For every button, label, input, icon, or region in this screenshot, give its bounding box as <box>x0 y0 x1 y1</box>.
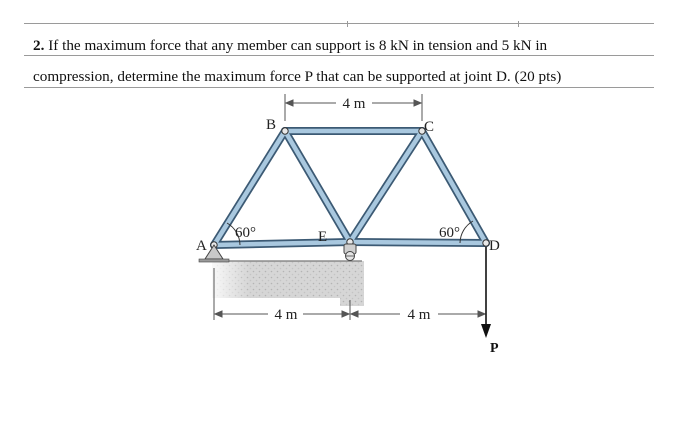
joint-label-C: C <box>424 119 435 135</box>
bottom-dimension-right-label: 4 m <box>407 307 431 323</box>
problem-number: 2. <box>33 37 45 54</box>
joint-label-A: A <box>196 238 207 254</box>
problem-line-1: If the maximum force that any member can support is 8 kN in tension and 5 kN in <box>48 37 548 54</box>
joint-label-E: E <box>318 229 328 245</box>
angle-label-left: 60° <box>235 225 256 241</box>
bottom-dimension-left-label: 4 m <box>274 307 298 323</box>
joint-label-D: D <box>489 238 500 254</box>
problem-line-2: compression, determine the maximum force P that can be supported at joint D. (20 pts) <box>33 68 562 85</box>
ground-support <box>212 261 364 306</box>
pin-B <box>282 128 288 134</box>
joint-label-B: B <box>266 117 277 133</box>
pin-support-E <box>344 244 356 261</box>
top-dimension-label: 4 m <box>342 96 366 112</box>
load-arrow-P <box>481 247 491 338</box>
angle-label-right: 60° <box>439 225 460 241</box>
load-label: P <box>490 341 499 356</box>
